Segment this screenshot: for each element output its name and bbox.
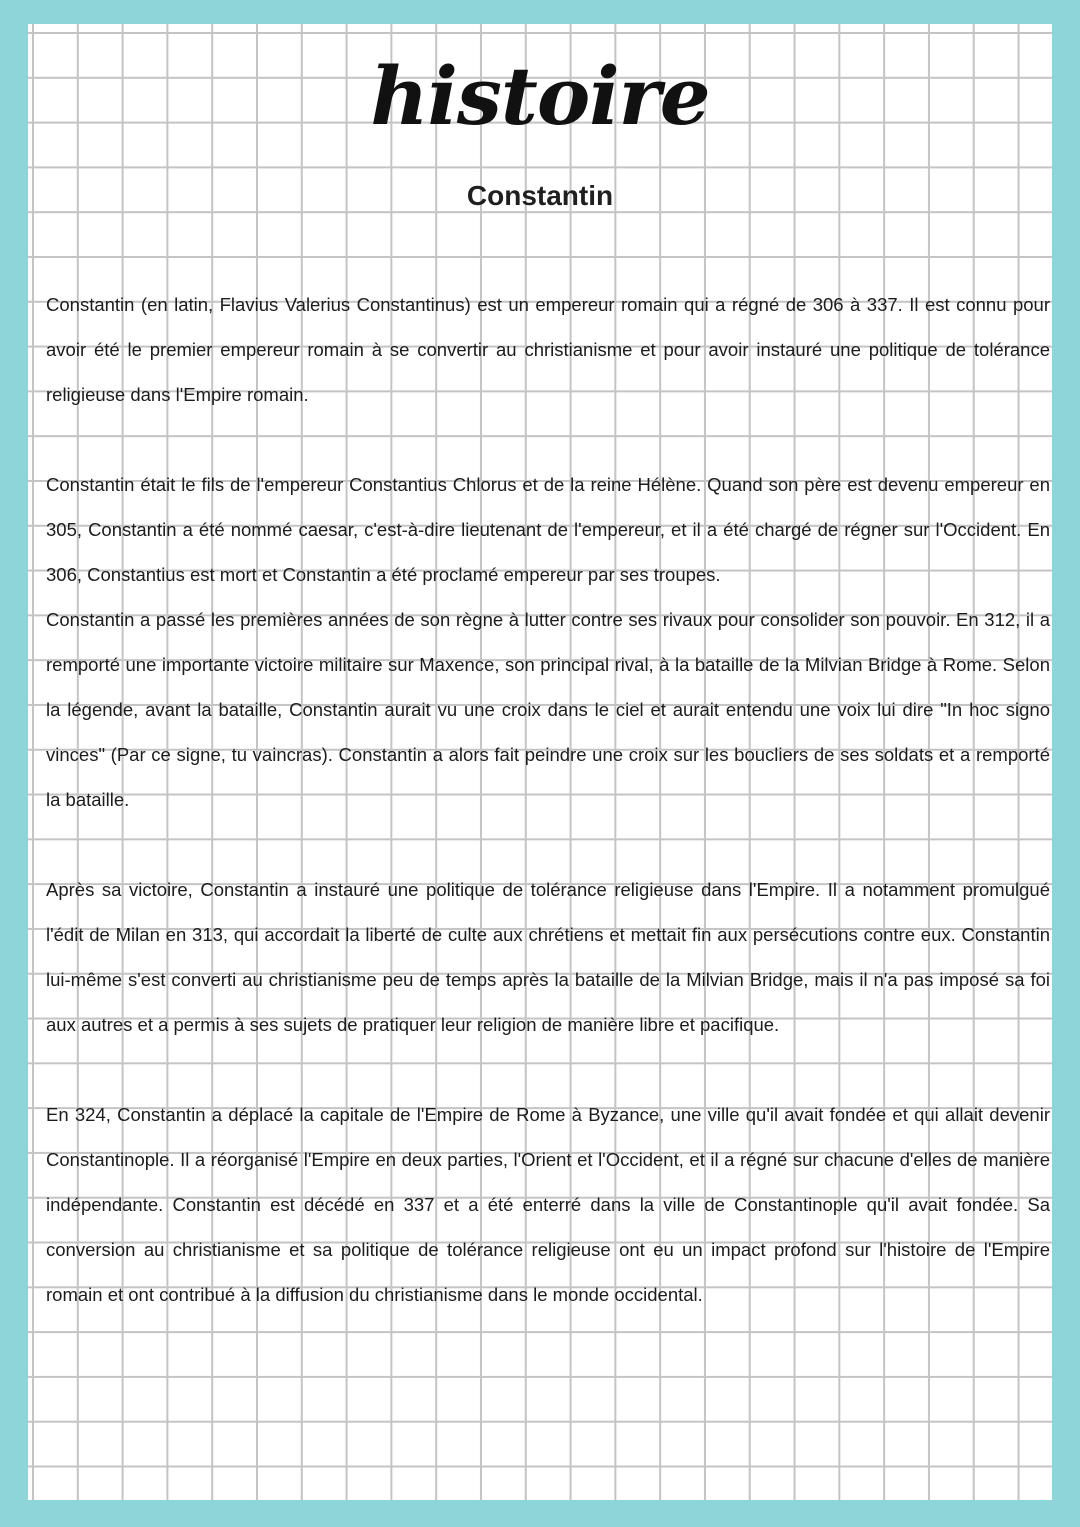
- paragraph-spacer: [46, 417, 1050, 462]
- notebook-page: [28, 24, 1052, 1500]
- text-body: [46, 282, 1050, 1317]
- paragraph-spacer: [46, 1047, 1050, 1092]
- paragraph-milvian-bridge: Constantin a passé les premières années de son règne à lutter contre ses rivaux pour consolider son pouvoir. En 312, il a remporté une importante victoire militaire sur Maxence, son principal rival, à la bataille de la Milvian Bridge à Rome. Selon la légende, avant la bataille, Constantin aurait vu une croix dans le ciel et aurait entendu une voix lui dire "In hoc signo vinces" (Par ce signe, tu vaincras). Constantin a alors fait peindre une croix sur les boucliers de ses soldats et a remporté la bataille.: [46, 609, 1050, 810]
- page-title: histoire: [370, 49, 710, 143]
- paragraph-intro: Constantin (en latin, Flavius Valerius Constantinus) est un empereur romain qui a régné de 306 à 337. Il est connu pour avoir été le premier empereur romain à se convertir au christianisme et pour avoir instauré une politique de tolérance religieuse dans l'Empire romain.: [46, 294, 1050, 405]
- paragraph-tolerance: Après sa victoire, Constantin a instauré une politique de tolérance religieuse dans l'Empire. Il a notamment promulgué l'édit de Milan en 313, qui accordait la liberté de culte aux chrétiens et mettait fin aux persécutions contre eux. Constantin lui-même s'est converti au christianisme peu de temps après la bataille de la Milvian Bridge, mais il n'a pas imposé sa foi aux autres et a permis à ses sujets de pratiquer leur religion de manière libre et pacifique.: [46, 879, 1050, 1035]
- page-subtitle: Constantin: [466, 180, 614, 211]
- paragraph-spacer: [46, 822, 1050, 867]
- paragraph-origins: Constantin était le fils de l'empereur Constantius Chlorus et de la reine Hélène. Quand son père est devenu empereur en 305, Constantin a été nommé caesar, c'est-à-dire lieutenant de l'empereur, et il a été chargé de régner sur l'Occident. En 306, Constantius est mort et Constantin a été proclamé empereur par ses troupes.: [46, 474, 1050, 585]
- paragraph-constantinople: En 324, Constantin a déplacé la capitale de l'Empire de Rome à Byzance, une ville qu'il avait fondée et qui allait devenir Constantinople. Il a réorganisé l'Empire en deux parties, l'Orient et l'Occident, et il a régné sur chacune d'elles de manière indépendante. Constantin est décédé en 337 et a été enterré dans la ville de Constantinople qu'il avait fondée. Sa conversion au christianisme et sa politique de tolérance religieuse ont eu un impact profond sur l'histoire de l'Empire romain et ont contribué à la diffusion du christianisme dans le monde occidental.: [46, 1104, 1050, 1305]
